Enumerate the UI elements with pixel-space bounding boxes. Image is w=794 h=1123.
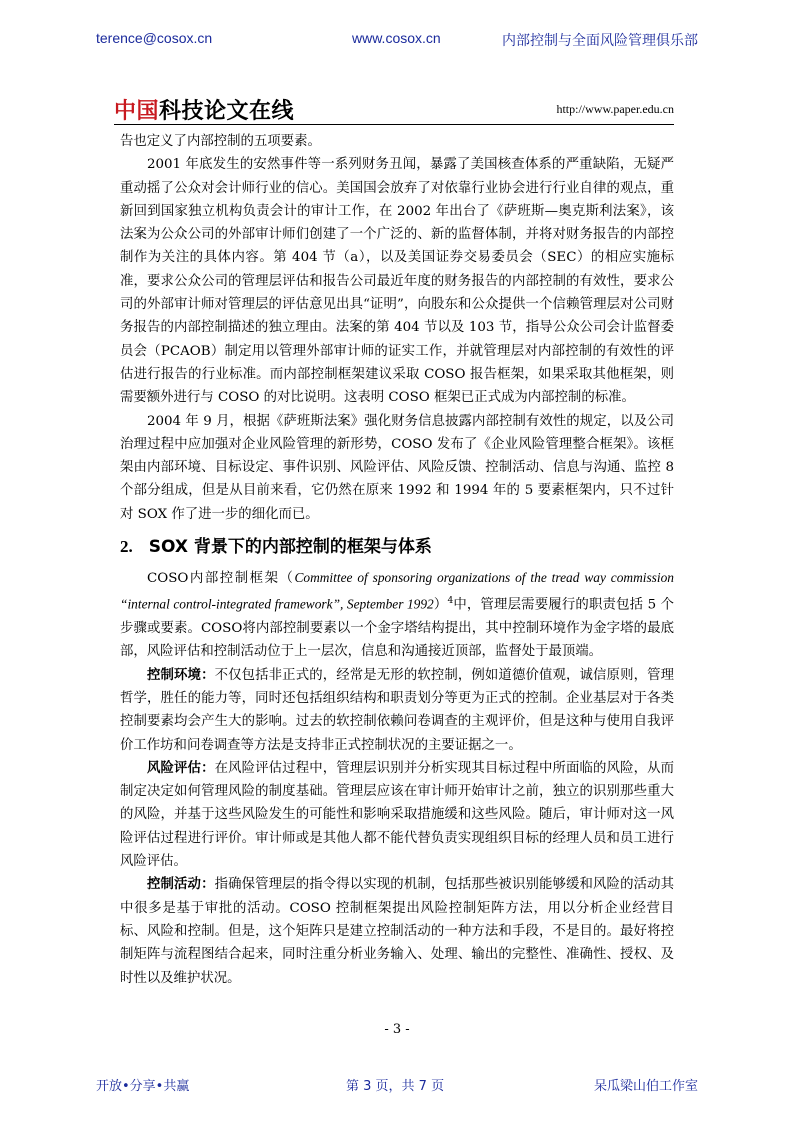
header-club-name[interactable]: 内部控制与全面风险管理俱乐部	[502, 33, 698, 49]
reference-marker: 4	[447, 596, 454, 607]
section-heading	[120, 534, 674, 560]
journal-url[interactable]: http://www.paper.edu.cn	[556, 102, 674, 116]
risk-assessment-label: 风险评估：	[147, 760, 215, 776]
control-activities-text: 指确保管理层的指令得以实现的机制，包括那些被识别能够缓和风险的活动其中很多是基于审批的活动。COSO 控制框架提出风险控制矩阵方法，用以分析企业经营目标、风险和控制。但是，这个矩阵只是建立控制活动的一种方法和手段，不是目的。最好将控制矩阵与流程图结合起来，同时注重分析业务输入、处理、输出的完整性、准确性、授权、及时性以及维护状况。	[120, 877, 675, 986]
coso-lead-text: COSO内部控制框架（	[147, 571, 295, 587]
paragraph-risk-assessment	[120, 757, 674, 873]
section-title: SOX 背景下的内部控制的框架与体系	[148, 537, 432, 558]
footer-page-count: 第 3 页，共 7 页	[346, 1079, 445, 1094]
paragraph-control-environment	[120, 664, 674, 757]
control-environment-label: 控制环境：	[147, 667, 215, 683]
control-activities-label: 控制活动：	[147, 877, 215, 893]
footer-studio: 呆瓜梁山伯工作室	[593, 1079, 698, 1094]
control-environment-text: 不仅包括非正式的，经常是无形的软控制，例如道德价值观，诚信原则，管理哲学，胜任的能力等，同时还包括组织结构和职责划分等更为正式的控制。企业基层对于各类控制要素均会产生大的影响。过去的软控制依赖问卷调查的主观评价，但是这种与使用自我评价工作坊和问卷调查等方法是支持非正式控制状况的主要证据之一。	[120, 667, 675, 753]
section-number: 2.	[120, 537, 133, 557]
paragraph-coso-framework	[120, 566, 674, 664]
page-number: - 3 -	[384, 1022, 410, 1037]
paragraph-control-activities	[120, 873, 674, 989]
coso-rest-text: 中，管理层需要履行的职责包括 5 个步骤或要素。COSO将内部控制要素以一个金字塔结构提出，其中控制环境作为金字塔的最底部，风险评估和控制活动位于上一层次，信息和沟通接近顶部，监督处于最顶端。	[120, 597, 674, 660]
journal-masthead	[114, 94, 674, 125]
header-website[interactable]: www.cosox.cn	[352, 30, 441, 46]
paragraph-erm-framework: 2004 年 9 月，根据《萨班斯法案》强化财务信息披露内部控制有效性的规定，以及公司治理过程中应加强对企业风险管理的新形势，COSO 发布了《企业风险管理整合框架》。该框架由内部环境、目标设定、事件识别、风险评估、风险反馈、控制活动、信息与沟通、监控 8 个部分组成，但是从目前来看，它仍然在原来 1992 和 1994 年的 5 要素框架内，只不过针对 SOX 作了进一步的细化而已。	[120, 413, 674, 522]
article-body	[120, 130, 674, 990]
coso-citation: Committee of sponsoring organizations of the tread way commission “internal control-integrated framework”, September 1992	[120, 570, 675, 612]
header-email[interactable]: terence@cosox.cn	[96, 30, 213, 46]
paragraph-continued: 告也定义了内部控制的五项要素。	[120, 134, 321, 149]
footer-slogan: 开放•分享•共赢	[96, 1079, 190, 1094]
top-header-bar	[96, 30, 698, 50]
coso-close-paren: ）	[433, 597, 448, 613]
logo-black-part: 科技论文在线	[159, 99, 295, 124]
paragraph-enron: 2001 年底发生的安然事件等一系列财务丑闻，暴露了美国核查体系的严重缺陷，无疑严重动摇了公众对会计师行业的信心。美国国会放弃了对依靠行业协会进行行业自律的观点，重新回到国家独立机构负责会计的审计工作，在 2002 年出台了《萨班斯—奥克斯利法案》，该法案为公众公司的外部审计师们创建了一个广泛的、新的监督体制，并将对财务报告的内部控制作为关注的具体内容。第 404 节（a），以及美国证券交易委员会（SEC）的相应实施标准，要求公众公司的管理层评估和报告公司最近年度的财务报告的内部控制的有效性，要求公司的外部审计师对管理层的评估意见出具“证明”，向股东和公众提供一个信赖管理层对公司财务报告的内部控制描述的独立理由。法案的第 404 节以及 103 节，指导公众公司会计监督委员会（PCAOB）制定用以管理外部审计师的证实工作，并就管理层对内部控制的有效性的评估进行报告的行业标准。而内部控制框架建议采取 COSO 报告框架，如果采取其他框架，则需要额外进行与 COSO 的对比说明。这表明 COSO 框架已正式成为内部控制的标准。	[120, 157, 674, 406]
footer-bar	[96, 1075, 698, 1095]
journal-logo	[114, 94, 294, 125]
logo-red-part: 中国	[114, 99, 160, 124]
risk-assessment-text: 在风险评估过程中，管理层识别并分析实现其目标过程中所面临的风险，从而制定决定如何管理风险的制度基础。管理层应该在审计师开始审计之前，独立的识别那些重大的风险，并基于这些风险发生的可能性和影响采取措施缓和这些风险。随后，审计师对这一风险评估过程进行评价。审计师或是其他人都不能代替负责实现组织目标的经理人员和员工进行风险评估。	[120, 760, 675, 870]
